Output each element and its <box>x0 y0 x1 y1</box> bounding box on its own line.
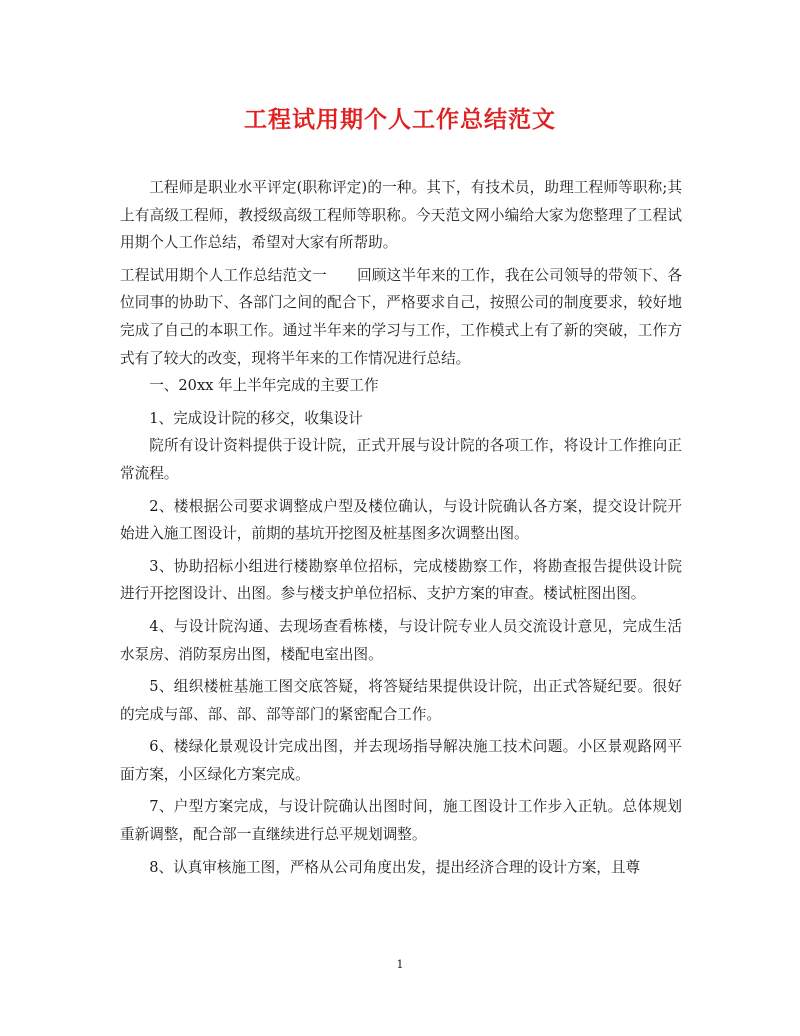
document-body <box>120 174 682 886</box>
section-heading: 工程试用期个人工作总结范文一 <box>120 266 327 284</box>
item-6-paragraph: 6、楼绿化景观设计完成出图，并去现场指导解决施工技术问题。小区景观路网平面方案，小区绿化方案完成。 <box>120 738 682 783</box>
section-paragraph <box>120 262 682 372</box>
document-title: 工程试用期个人工作总结范文 <box>244 106 556 133</box>
part-heading: 一、20xx 年上半年完成的主要工作 <box>149 377 379 395</box>
item-1-heading: 1、完成设计院的移交，收集设计 <box>149 409 363 427</box>
item-3-paragraph: 3、协助招标小组进行楼勘察单位招标，完成楼勘察工作，将勘查报告提供设计院进行开挖图设计、出图。参与楼支护单位招标、支护方案的审查。楼试桩图出图。 <box>120 557 682 603</box>
item-2-paragraph: 2、楼根据公司要求调整成户型及楼位确认，与设计院确认各方案，提交设计院开始进入施工图设计，前期的基坑开挖图及桩基图多次调整出图。 <box>120 497 682 543</box>
item-5-paragraph: 5、组织楼桩基施工图交底答疑，将答疑结果提供设计院，出正式答疑纪要。很好的完成与部、部、部、部等部门的紧密配合工作。 <box>120 678 682 723</box>
item-1-text: 院所有设计资料提供于设计院，正式开展与设计院的各项工作，将设计工作推向正常流程。 <box>120 437 682 482</box>
item-7-paragraph: 7、户型方案完成，与设计院确认出图时间，施工图设计工作步入正轨。总体规划重新调整，配合部一直继续进行总平规划调整。 <box>120 798 682 844</box>
section-lead-text: 回顾这半年来的工作，我在公司领导的带领下、各位同事的协助下、各部门之间的配合下，严格要求自己，按照公司的制度要求，较好地完成了自己的本职工作。通过半年来的学习与工作，工作模式上有了新的突破，工作方式有了较大的改变，现将半年来的工作情况进行总结。 <box>120 266 682 367</box>
intro-paragraph: 工程师是职业水平评定(职称评定)的一种。其下，有技术员，助理工程师等职称;其上有高级工程师，教授级高级工程师等职称。今天范文网小编给大家为您整理了工程试用期个人工作总结，希望对大家有所帮助。 <box>120 179 682 252</box>
item-4-paragraph: 4、与设计院沟通、去现场查看栋楼，与设计院专业人员交流设计意见，完成生活水泵房、消防泵房出图，楼配电室出图。 <box>120 617 682 663</box>
page-number: 1 <box>396 958 404 971</box>
item-8-paragraph: 8、认真审核施工图，严格从公司角度出发，提出经济合理的设计方案，且尊 <box>149 858 641 876</box>
